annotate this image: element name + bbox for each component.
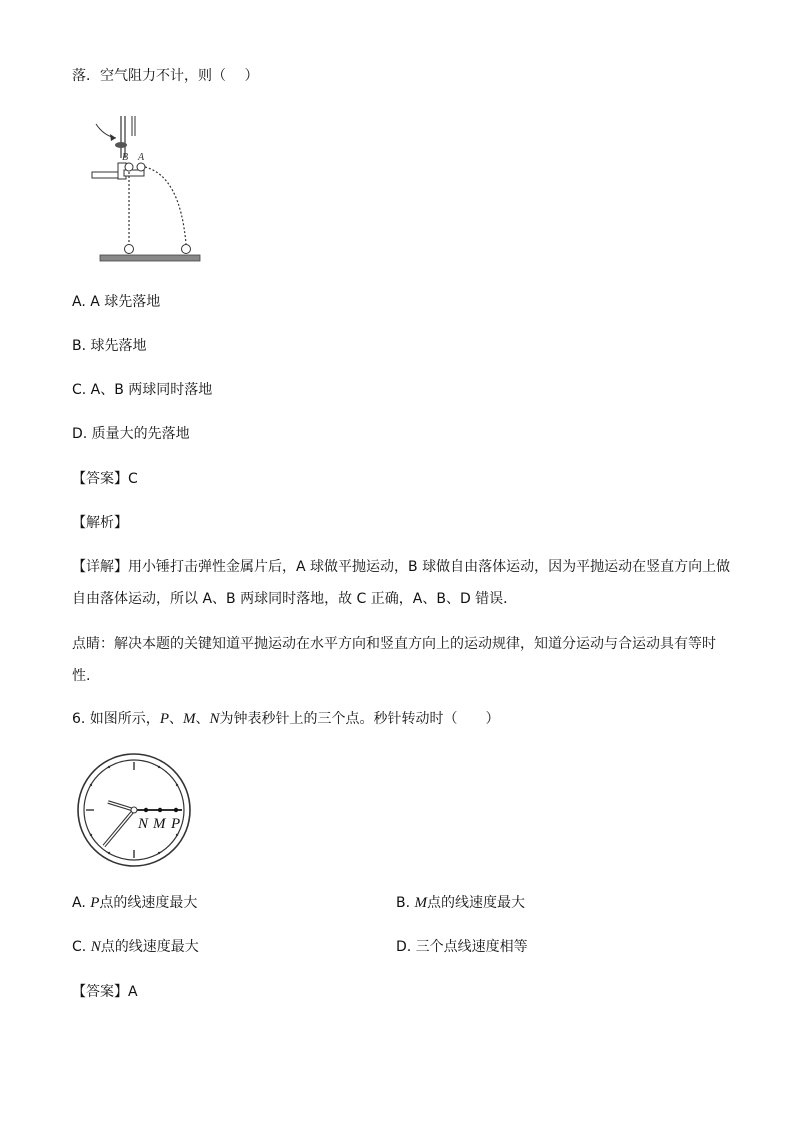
q6-stem-rest: 为钟表秒针上的三个点。秒针转动时（ ）: [219, 711, 500, 727]
ball-b-label: B: [122, 152, 129, 163]
q6-option-a-letter: P: [90, 895, 100, 911]
q5-stem-tail: 落．空气阻力不计，则（ ）: [72, 68, 259, 84]
q5-option-a: A. A 球先落地: [72, 294, 161, 310]
q5-answer-value: C: [128, 471, 138, 487]
q6-answer: [72, 982, 138, 1002]
q6-option-c: [72, 937, 199, 957]
q6-option-c-text: 点的线速度最大: [100, 939, 199, 955]
q6-sep1: 、: [168, 711, 183, 727]
q6-option-b-letter: M: [414, 895, 428, 911]
q6-option-b-prefix: B.: [396, 895, 415, 911]
q6-option-c-letter: N: [90, 939, 101, 955]
clock-label-n: N: [138, 816, 149, 832]
q5-option-d: D. 质量大的先落地: [72, 426, 190, 442]
q5-detail-tag: 【详解】: [72, 559, 128, 575]
q5-answer: [72, 469, 138, 489]
q6-answer-value: A: [128, 984, 138, 1000]
clock-label-m: M: [153, 816, 166, 832]
projectile-figure: [88, 110, 206, 270]
clock-figure: [74, 752, 194, 872]
q5-option-c: C. A、B 两球同时落地: [72, 382, 213, 398]
q5-detail-line1: [72, 557, 730, 577]
q6-option-c-prefix: C.: [72, 939, 91, 955]
q6-answer-tag: 【答案】: [72, 984, 128, 1000]
q5-comment-line2: 性.: [72, 668, 91, 684]
q5-detail-text1: 用小锤打击弹性金属片后，A 球做平抛运动，B 球做自由落体运动，因为平抛运动在竖直方向上做: [128, 559, 731, 575]
q6-point-n: N: [209, 711, 220, 727]
q5-option-b: B. 球先落地: [72, 338, 147, 354]
q6-sep2: 、: [195, 711, 210, 727]
q6-option-a: [72, 893, 197, 913]
ball-a-label: A: [138, 152, 145, 163]
q6-number: 6. 如图所示，: [72, 711, 160, 727]
q6-option-a-text: 点的线速度最大: [99, 895, 198, 911]
q5-detail-line2: 自由落体运动，所以 A、B 两球同时落地，故 C 正确，A、B、D 错误．: [72, 591, 518, 607]
q6-point-m: M: [182, 711, 196, 727]
q6-stem: [72, 709, 500, 729]
q6-option-b: [396, 893, 525, 913]
q6-point-p: P: [159, 711, 169, 727]
q5-answer-tag: 【答案】: [72, 471, 128, 487]
q6-option-a-prefix: A.: [72, 895, 91, 911]
q6-option-b-text: 点的线速度最大: [427, 895, 526, 911]
clock-label-p: P: [171, 816, 181, 832]
q5-comment-line1: 点睛：解决本题的关键知道平抛运动在水平方向和竖直方向上的运动规律，知道分运动与合运动具有等时: [72, 636, 716, 652]
q6-option-d: D. 三个点线速度相等: [396, 939, 528, 955]
q5-analysis-tag: 【解析】: [72, 515, 128, 531]
